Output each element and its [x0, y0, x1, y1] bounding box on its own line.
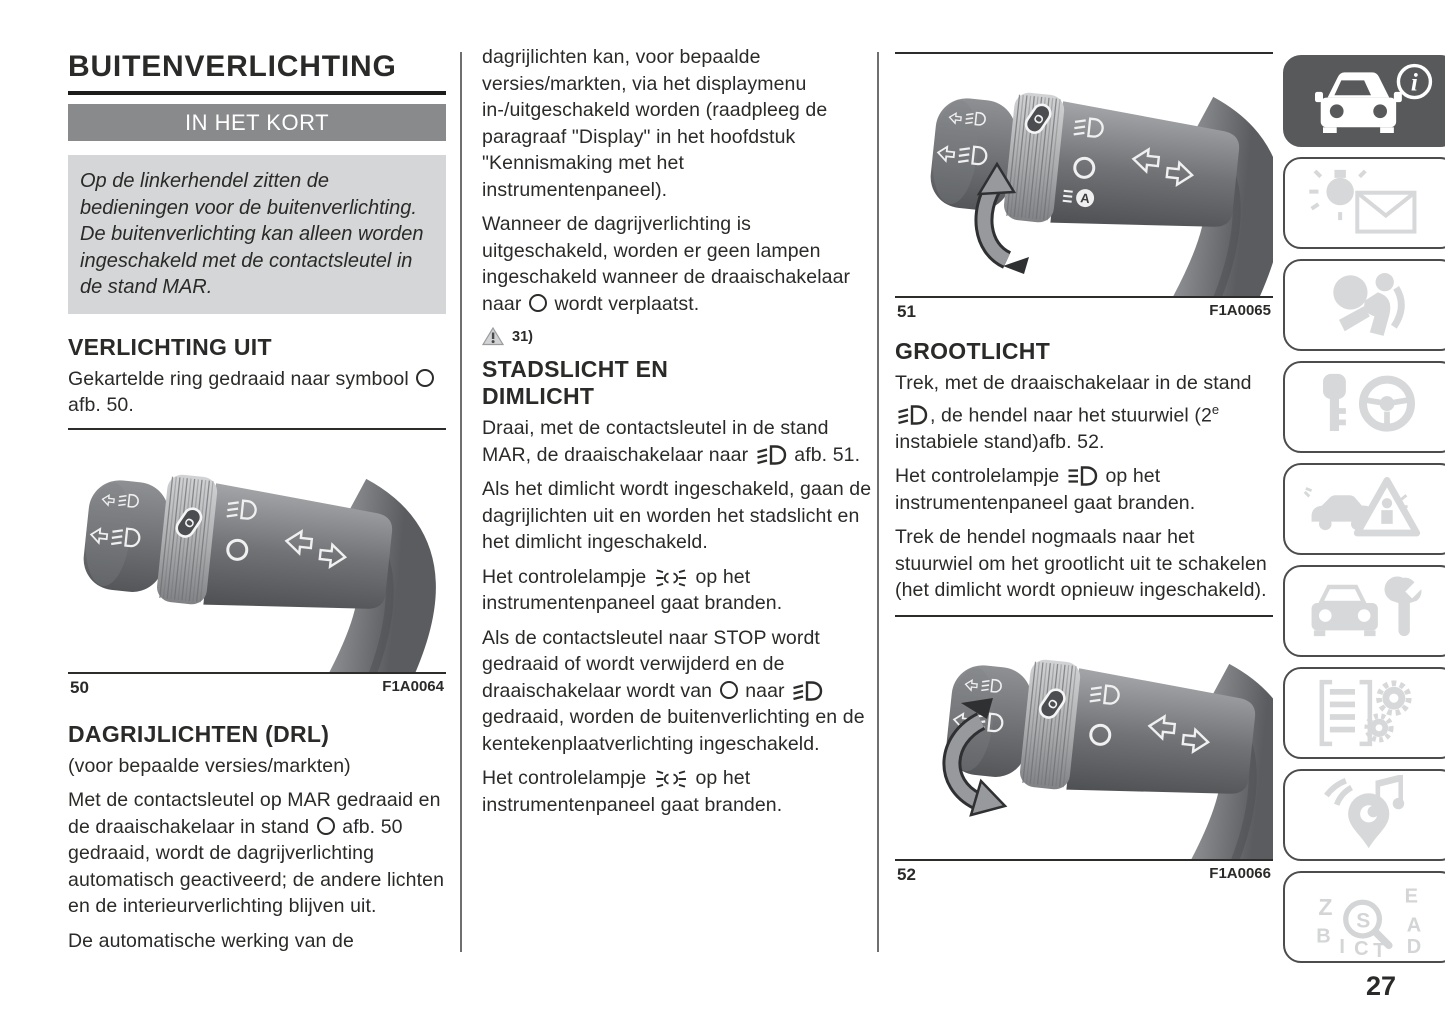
paragraph: De automatische werking van de [68, 929, 354, 952]
column-divider [877, 52, 879, 952]
figure-number: 50 [70, 677, 89, 697]
car-wrench-icon [1301, 571, 1441, 651]
svg-text:Z: Z [1317, 893, 1333, 920]
svg-text:A: A [1079, 190, 1091, 207]
airbag-safety-icon [1301, 265, 1441, 345]
multimedia-icon [1301, 775, 1441, 855]
chapter-tab-technical-data[interactable] [1283, 667, 1445, 759]
svg-text:I: I [1338, 935, 1345, 957]
lights-off-icon [720, 681, 738, 699]
svg-text:O: O [1044, 695, 1062, 712]
figure-code: F1A0066 [1209, 864, 1271, 882]
stalk-figure-50 [68, 430, 446, 674]
chapter-tab-starting-driving[interactable] [1283, 361, 1445, 453]
position-lights-icon [654, 569, 688, 587]
chapter-tab-multimedia[interactable] [1283, 769, 1445, 861]
chapter-tab-vehicle-info[interactable] [1283, 55, 1445, 147]
spec-sheet-gears-icon [1301, 673, 1441, 753]
svg-text:i: i [1410, 69, 1418, 97]
low-beam-icon [897, 405, 928, 425]
chapter-tab-servicing[interactable] [1283, 565, 1445, 657]
column-right [895, 46, 1273, 885]
warning-triangle-icon [482, 327, 504, 346]
paragraph: Het controlelampje op het instrumentenpaneel gaat branden. [895, 465, 1196, 514]
section-heading-dagrijlichten: DAGRIJLICHTEN (DRL) [68, 720, 330, 747]
stalk-figure-51 [895, 54, 1273, 298]
svg-text:S: S [1355, 909, 1370, 933]
key-steering-wheel-icon [1301, 367, 1441, 447]
paragraph: (voor bepaalde versies/markten) [68, 754, 351, 777]
low-beam-icon [792, 681, 823, 701]
svg-text:O: O [181, 514, 198, 531]
position-lights-icon [654, 770, 688, 788]
chapter-tab-safety[interactable] [1283, 259, 1445, 351]
paragraph: Met de contactsleutel op MAR gedraaid en de draaischakelaar in stand afb. 50 gedraaid, wordt de dagrijverlichting automatisch geactiveerd; de andere lichten en de interieurverlichting blijven uit. [68, 789, 445, 917]
car-info-icon [1301, 61, 1441, 141]
stalk-figure-52 [895, 617, 1273, 861]
paragraph: Het controlelampje op het instrumentenpaneel gaat branden. [482, 565, 783, 614]
paragraph: Wanneer de dagrijverlichting is uitgeschakeld, worden er geen lampen ingeschakeld wanneer de draaischakelaar naar wordt verplaatst. [482, 213, 851, 315]
column-middle [482, 44, 872, 818]
paragraph: dagrijlichten kan, voor bepaalde versies/markten, via het displaymenu in-/uitgeschakeld worden (raadpleeg de paragraaf "Display" in het hoofdstuk "Kennismaking met het instrumentenpaneel). [482, 46, 828, 201]
figure-code: F1A0065 [1209, 302, 1271, 319]
warning-number: 31) [512, 328, 533, 345]
alphabetical-index-icon [1301, 877, 1441, 957]
paragraph: Gekartelde ring gedraaid naar symbool afb. 50. [68, 366, 446, 419]
section-heading-stadslicht: STADSLICHT EN DIMLICHT [482, 356, 669, 409]
figure-number: 52 [897, 864, 916, 884]
svg-text:C: C [1353, 937, 1369, 957]
paragraph: Draai, met de contactsleutel in de stand MAR, de draaischakelaar naar afb. 51. [482, 417, 861, 466]
paragraph: Als de contactsleutel naar STOP wordt gedraaid of wordt verwijderd en de draaischakelaar wordt van naar gedraaid, worden de buitenverlichting en de kentekenplaatverlichting ingeschakeld. [482, 626, 865, 755]
chapter-tab-index[interactable] [1283, 871, 1445, 963]
svg-text:B: B [1315, 925, 1331, 948]
column-left [68, 50, 446, 954]
low-beam-icon [756, 445, 787, 465]
section-heading-grootlicht: GROOTLICHT [895, 338, 1051, 364]
page-title: BUITENVERLICHTING [68, 50, 446, 95]
paragraph: Als het dimlicht wordt ingeschakeld, gaan de dagrijlichten uit en worden het stadslicht en het dimlicht ingeschakeld. [482, 478, 872, 553]
figure-caption [895, 861, 1273, 885]
paragraph: Trek, met de draaischakelaar in de stand , de hendel naar het stuurwiel (2e instabiele stand)afb. 52. [895, 372, 1252, 453]
svg-text:D: D [1406, 935, 1421, 957]
paragraph: Trek de hendel nogmaals naar het stuurwiel om het grootlicht uit te schakelen (het dimlicht wordt opnieuw ingeschakeld). [895, 526, 1267, 601]
figure-code: F1A0064 [382, 677, 444, 695]
chapter-tab-emergency[interactable] [1283, 463, 1445, 555]
column-divider [460, 52, 462, 952]
chapter-tab-warning-lights[interactable] [1283, 157, 1445, 249]
svg-text:A: A [1406, 914, 1421, 937]
figure-caption [895, 298, 1273, 322]
high-beam-icon [1067, 466, 1098, 486]
intro-note: Op de linkerhendel zitten de bedieningen voor de buitenverlichting. De buitenverlichting kan alleen worden ingeschakeld met de contactsleutel in de stand MAR. [68, 155, 446, 314]
lights-off-icon [317, 817, 335, 835]
figure-51 [895, 52, 1273, 322]
figure-caption [68, 674, 446, 698]
svg-text:T: T [1372, 940, 1385, 957]
lights-off-icon [529, 294, 547, 312]
svg-text:E: E [1404, 885, 1418, 908]
in-het-kort-banner: IN HET KORT [68, 104, 446, 141]
warning-reference [482, 327, 872, 346]
lights-off-icon [416, 369, 434, 387]
warning-lights-icon [1301, 163, 1441, 243]
paragraph: Het controlelampje op het instrumentenpaneel gaat branden. [482, 767, 783, 816]
svg-text:O: O [1030, 111, 1048, 127]
chapter-sidebar [1283, 55, 1445, 973]
section-heading-verlichting-uit: VERLICHTING UIT [68, 333, 272, 360]
page-number: 27 [1366, 971, 1397, 1001]
figure-50 [68, 428, 446, 698]
figure-number: 51 [897, 302, 916, 321]
emergency-triangle-icon [1301, 469, 1441, 549]
figure-52 [895, 615, 1273, 885]
